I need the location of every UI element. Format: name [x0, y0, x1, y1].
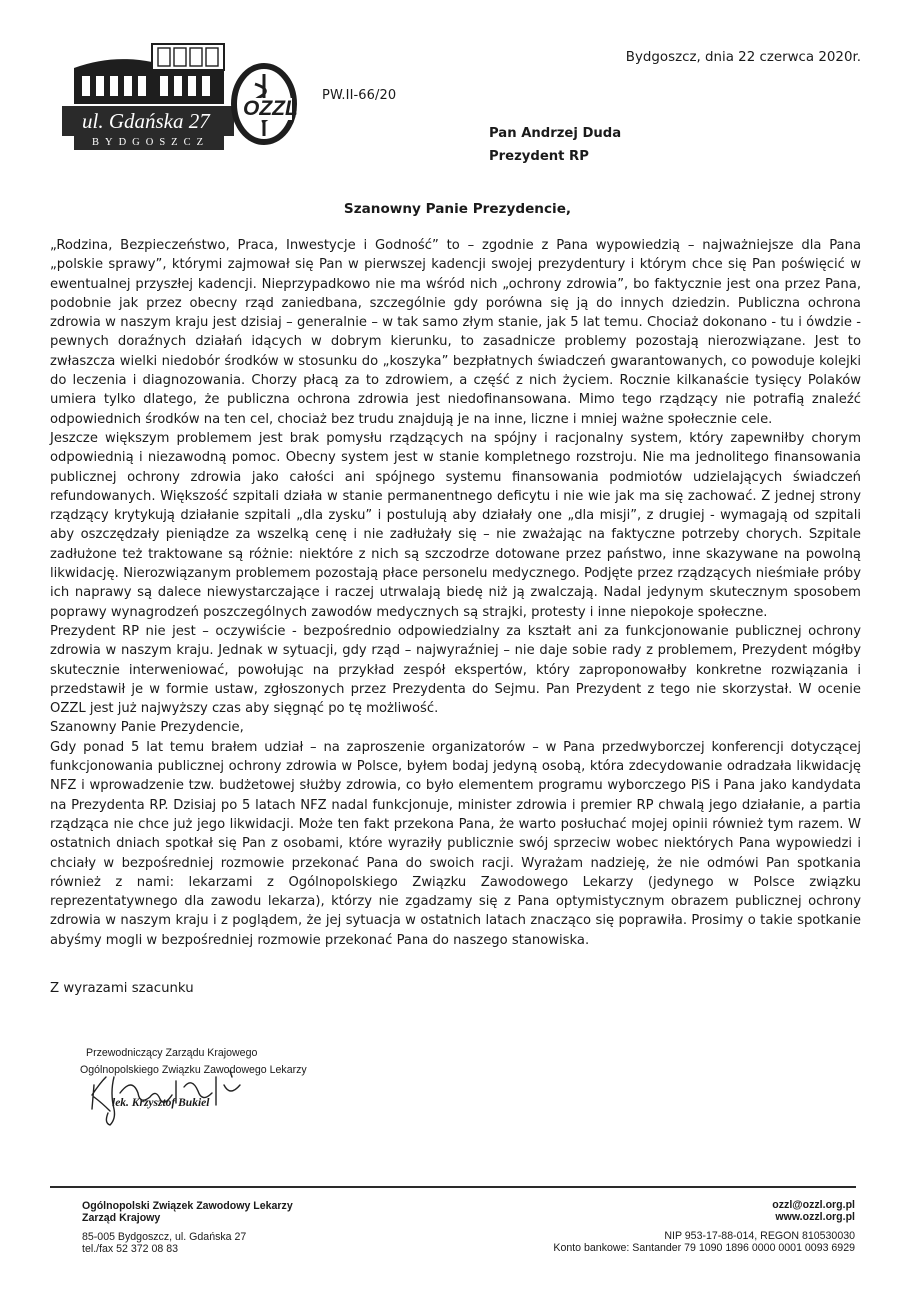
- footer-website[interactable]: www.ozzl.org.pl: [775, 1211, 855, 1223]
- handwritten-signature: [80, 1047, 340, 1137]
- footer-contact-info: [553, 1199, 855, 1254]
- paragraph-2: Jeszcze większym problemem jest brak pomysłu rządzących na spójny i racjonalny system, który zapewniłby chorym odpowiednią i niezawodną pomoc. Obecny system jest w stanie kompletnego rozstroju. Nie ma jednolitego finansowania publicznej ochrony zdrowia jako całości ani spójnego systemu finansowania podmiotów udzielających świadczeń refundowanych. Większość szpitali działa w stanie permanentnego deficytu i nie wie jak ma się zachować. Z jednej strony rządzący krytykują działanie szpitali „dla zysku” i postulują aby działały one „dla misji”, z drugiej - wymagają od szpitali aby oszczędzały pieniądze za wszelką cenę i nie zadłużały się – nie zważając na faktyczne potrzeby chorych. Szpitale zadłużone też traktowane są różnie: niektóre z nich są szczodrze dotowane przez państwo, inne skazywane na powolną likwidację. Nierozwiązanym problemem pozostają płace personelu medycznego. Podjęte przez rządzących nieśmiałe próby ich naprawy są dalece niewystarczające i raczej utrwalają biedę niż ją zwalczają. Nadal jedynym skutecznym sposobem poprawy wynagrodzeń poszczególnych zawodów medycznych są strajki, protesty i inne niepokoje społeczne.: [50, 430, 861, 620]
- paragraph-3: Prezydent RP nie jest – oczywiście - bezpośrednio odpowiedzialny za kształt ani za funkcjonowanie publicznej ochrony zdrowia w naszym kraju. Jednak w sytuacji, gdy rząd – najwyraźniej – nie daje sobie rady z problemem, Prezydent mógłby skutecznie interweniować, powołując na przykład zespół ekspertów, który zaproponowałby konkretne rozwiązania i przedstawił je w formie ustaw, zgłoszonych przez Prezydenta do Sejmu. Pan Prezydent z tego nie skorzystał. W ocenie OZZL jest już najwyższy czas aby sięgnąć po tę możliwość.: [50, 623, 861, 717]
- logo-union-text: OZZL: [243, 97, 298, 120]
- closing-line: Z wyrazami szacunku: [50, 981, 194, 996]
- salutation-heading: Szanowny Panie Prezydencie,: [343, 201, 572, 217]
- addressee-name: Pan Andrzej Duda: [489, 126, 622, 141]
- stamp-name: lek. Krzysztof Bukiel: [112, 1097, 210, 1109]
- footer-org-unit: Zarząd Krajowy: [82, 1212, 161, 1224]
- footer-org-info: [82, 1200, 293, 1255]
- ozzl-logo: [52, 40, 307, 158]
- reference-number: PW.II-66/20: [322, 88, 397, 103]
- addressee-block: [489, 122, 621, 168]
- paragraph-4-salutation: Szanowny Panie Prezydencie,: [50, 720, 244, 736]
- footer-registry: NIP 953-17-88-014, REGON 810530030: [664, 1230, 855, 1242]
- paragraph-5: Gdy ponad 5 lat temu brałem udział – na zaproszenie organizatorów – w Pana przedwyborczej konferencji dotyczącej funkcjonowania publicznej ochrony zdrowia w Polsce, byłem bodaj jedyną osobą, która zdecydowanie odradzała likwidację NFZ i wprowadzenie tzw. budżetowej służby zdrowia, co było elementem programu wyborczego PiS i Pana jako kandydata na Prezydenta RP. Dzisiaj po 5 latach NFZ nadal funkcjonuje, minister zdrowia i premier RP chwalą jego działanie, a partia rządząca nie chce już jego likwidacji. Może ten fakt przekona Pana, że warto posłuchać mojej opinii również tym razem. W ostatnich dniach spotkał się Pan z osobami, które wyraziły publicznie swój sprzeciw wobec niektórych Pana wypowiedzi i chciały w bezpośredniej rozmowie przekonać Pana do swoich racji. Wyrażam nadzieję, że nie odmówi Pan spotkania również z nami: lekarzami z Ogólnopolskiego Związku Zawodowego Lekarzy (jedynego w Polsce związku reprezentatywnego dla zawodu lekarza), którzy nie zgadzamy się z Pana optymistycznym obrazem publicznej ochrony zdrowia w naszym kraju i z poglądem, że jej sytuacja w ostatnich latach znacząco się poprawiła. Prosimy o takie spotkanie abyśmy mogli w bezpośredniej rozmowie przekonać Pana do naszego stanowiska.: [50, 739, 861, 948]
- date-line: Bydgoszcz, dnia 22 czerwca 2020r.: [625, 50, 861, 65]
- footer-bank: Konto bankowe: Santander 79 1090 1896 0000 0001 0093 6929: [553, 1242, 855, 1254]
- stamp-line-1: Przewodniczący Zarządu Krajowego: [86, 1047, 258, 1059]
- footer-org-name: Ogólnopolski Związek Zawodowy Lekarzy: [82, 1200, 293, 1212]
- logo-city-text: BYDGOSZCZ: [92, 137, 210, 148]
- addressee-title: Prezydent RP: [489, 149, 589, 164]
- footer-phone: tel./fax 52 372 08 83: [82, 1243, 179, 1255]
- footer-address: 85-005 Bydgoszcz, ul. Gdańska 27: [82, 1231, 247, 1243]
- signature-stamp: [80, 1047, 340, 1137]
- paragraph-1: „Rodzina, Bezpieczeństwo, Praca, Inwestycje i Godność” to – zgodnie z Pana wypowiedzią – najważniejsze dla Pana „polskie sprawy”, którymi zajmował się Pan w pierwszej kadencji swojej prezydentury i którym chce się Pan poświęcić w ewentualnej przyszłej kadencji. Nieprzypadkowo nie ma wśród nich „ochrony zdrowia”, bo faktycznie jest ona przez Pana, podobnie jak przez obecny rząd zaniedbana, szczególnie gdy porówna się ją do innych dziedzin. Publiczna ochrona zdrowia w naszym kraju jest dzisiaj – generalnie – w tak samo złym stanie, jak 5 lat temu. Chociaż dokonano - tu i ówdzie - pewnych doraźnych działań idących w dobrym kierunku, to zasadnicze problemy pozostają nierozwiązane. Jest to zwłaszcza wielki niedobór środków w stosunku do „koszyka” bezpłatnych świadczeń gwarantowanych, co powoduje kolejki do leczenia i diagnozowania. Chorzy płacą za to zdrowiem, a część z nich życiem. Rocznie kilkanaście tysięcy Polaków umiera tylko dlatego, że publiczna ochrona zdrowia jest niedofinansowana. Mimo tego rządzący nie potrafią znaleźć odpowiednich środków na ten cel, chociaż bez trudu znajdują je na inne, liczne i mniej ważne społecznie cele.: [50, 238, 861, 427]
- logo-street-text: ul. Gdańska 27: [82, 109, 210, 133]
- footer-divider: [50, 1186, 856, 1188]
- stamp-line-2: Ogólnopolskiego Związku Zawodowego Lekarzy: [80, 1064, 307, 1076]
- footer-email[interactable]: ozzl@ozzl.org.pl: [772, 1199, 855, 1211]
- letter-body: [50, 236, 861, 950]
